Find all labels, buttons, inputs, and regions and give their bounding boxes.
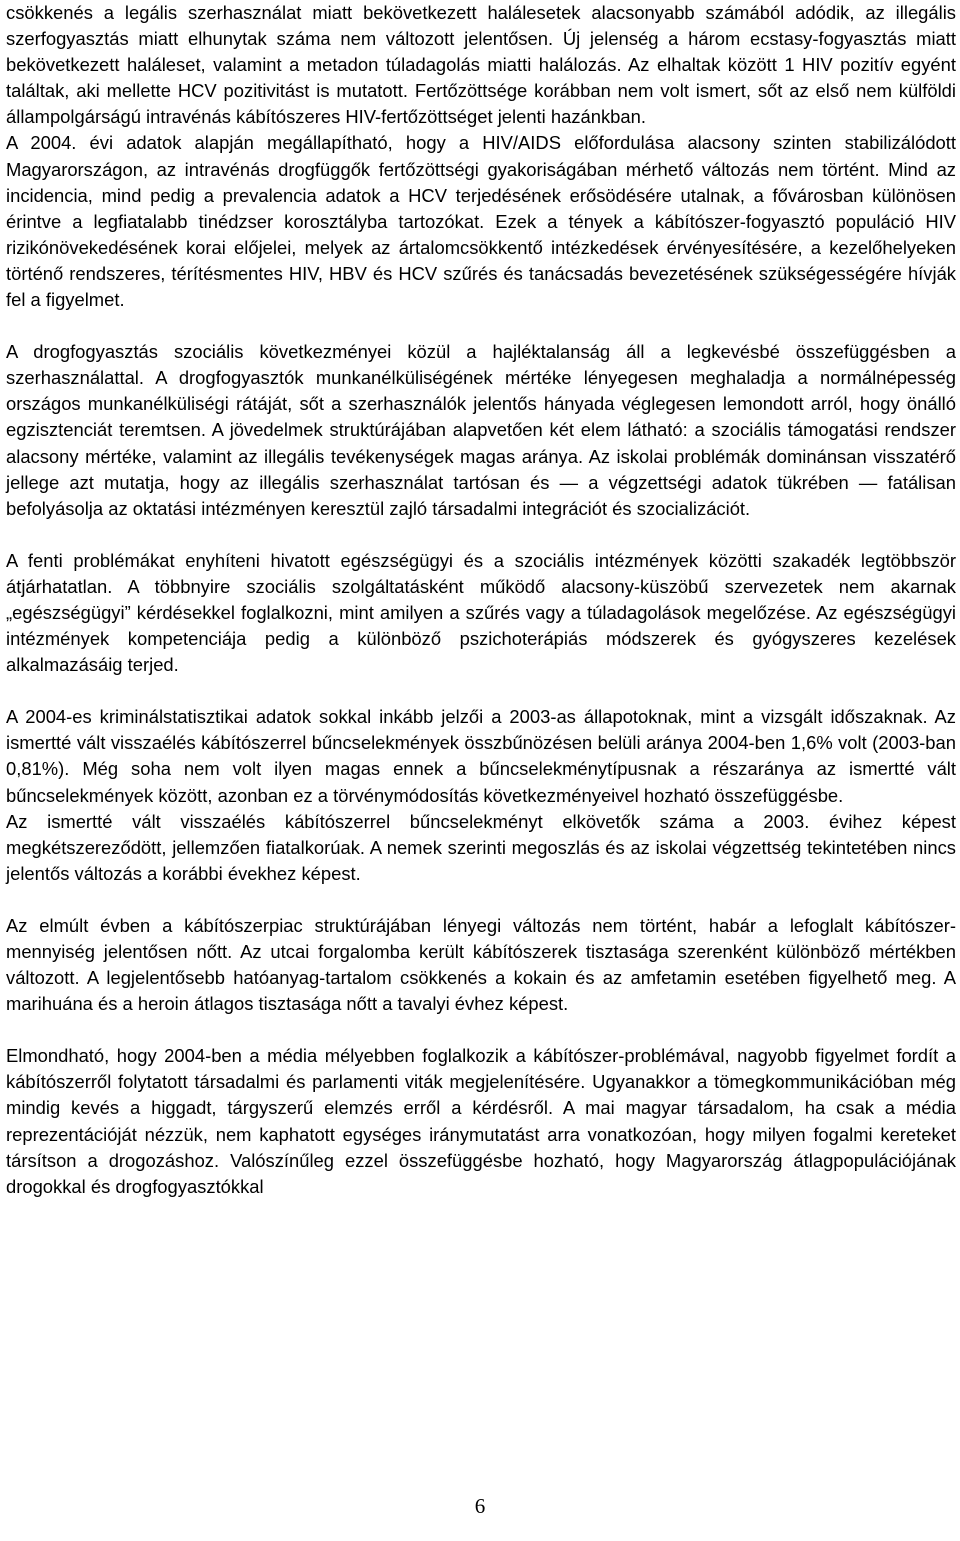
paragraph-offenders: Az ismertté vált visszaélés kábítószerrel bűncselekményt elkövetők száma a 2003. évihez képest megkétszereződött, jellemzően fiatalkorúak. A nemek szerinti megoszlás és az iskolai végzettség tekintetében nincs jelentős változás a korábbi évekhez képest. bbox=[6, 810, 956, 884]
paragraph-mortality-hiv: csökkenés a legális szerhasználat miatt bekövetkezett halálesetek alacsonyabb számából adódik, az illegális szerfogyasztás miatt elhunytak száma nem változott jelentősen. Új jelenség a három ecstasy-fogyasztás miatt bekövetkezett haláleset, valamint a metadon túladagolás miatti halálozás. Az elhaltak között 1 HIV pozitív egyént találtak, aki mellette HCV pozitivitást is mutatott. Fertőzöttsége korábban nem volt ismert, sőt az első nem külföldi állampolgárságú intravénás kábítószeres HIV-fertőzöttséget jelenti hazánkban. bbox=[6, 2, 956, 128]
paragraph-gap bbox=[6, 522, 956, 548]
page-number: 6 bbox=[474, 1494, 486, 1518]
paragraph-gap bbox=[6, 313, 956, 339]
paragraph-gap bbox=[6, 887, 956, 913]
paragraph-social-consequences: A drogfogyasztás szociális következményei közül a hajléktalanság áll a legkevésbé összefüggésben a szerhasználattal. A drogfogyasztók munkanélküliségének mértéke lényegesen meghaladja a normálnépesség országos munkanélküliségi rátáját, sőt a szerhasználók jelentős hányada véglegesen lemondott arról, hogy önálló egzisztenciát teremtsen. A jövedelmek struktúrájában alapvetően két elem látható: a szociális támogatási rendszer alacsony mértéke, valamint az illegális tevékenységek magas aránya. Az iskolai problémák dominánsan visszatérő jellege azt mutatja, hogy az illegális szerhasználat tartósan és — a végzettségi adatok tükrében — fatálisan befolyásolja az oktatási intézményen keresztül zajló társadalmi integrációt és szocializációt. bbox=[6, 341, 956, 519]
paragraph-institutions: A fenti problémákat enyhíteni hivatott egészségügyi és a szociális intézmények közötti szakadék legtöbbször átjárhatatlan. A többnyire szociális szolgáltatásként működő alacsony-küszöbű szervezetek nem akarnak „egészségügyi” kérdésekkel foglalkozni, mint amilyen a szűrés vagy a túladagolások megelőzése. Az egészségügyi intézmények kompetenciája pedig a különböző pszichoterápiás módszerek és gyógyszeres kezelések alkalmazásáig terjed. bbox=[6, 549, 956, 676]
paragraph-gap bbox=[6, 1017, 956, 1043]
paragraph-media: Elmondható, hogy 2004-ben a média mélyebben foglalkozik a kábítószer-problémával, nagyobb figyelmet fordít a kábítószerről folytatott társadalmi és parlamenti viták megjelenítésére. Ugyanakkor a tömegkommunikációban még mindig kevés a higgadt, tárgyszerű elemzés erről a kérdésről. A mai magyar társadalom, ha csak a média reprezentációját nézzük, nem kaphatott egységes iránymutatást arra vonatkozóan, hogy milyen fogalmi kereteket társítson a drogozáshoz. Valószínűleg ezzel összefüggésbe hozható, hogy Magyarország átlagpopulációjának drogokkal és drogfogyasztókkal bbox=[6, 1045, 956, 1197]
page-body bbox=[6, 0, 956, 1200]
paragraph-gap bbox=[6, 678, 956, 704]
paragraph-drug-market: Az elmúlt évben a kábítószerpiac struktúrájában lényegi változás nem történt, habár a lefoglalt kábítószer-mennyiség jelentősen nőtt. Az utcai forgalomba került kábítószerek tisztasága szerenként különböző mértékben változott. A legjelentősebb hatóanyag-tartalom csökkenés a kokain és az amfetamin esetében figyelhető meg. A marihuána és a heroin átlagos tisztasága nőtt a tavalyi évhez képest. bbox=[6, 914, 956, 1015]
paragraph-crime-statistics: A 2004-es kriminálstatisztikai adatok sokkal inkább jelzői a 2003-as állapotoknak, mint a vizsgált időszaknak. Az ismertté vált visszaélés kábítószerrel bűncselekmények összbűnözésen belüli aránya 2004-ben 1,6% volt (2003-ban 0,81%). Még soha nem volt ilyen magas ennek a bűncselekménytípusnak a részaránya az ismertté vált bűncselekmények között, azonban ez a törvénymódosítás következményeivel hozható összefüggésbe. bbox=[6, 706, 956, 806]
paragraph-hiv-aids-2004: A 2004. évi adatok alapján megállapítható, hogy a HIV/AIDS előfordulása alacsony szinten stabilizálódott Magyarországon, az intravénás drogfüggők fertőzöttségi gyakoriságában mérhető változás nem történt. Mind az incidencia, mind pedig a prevalencia adatok a HCV terjedésének erősödésére utalnak, a fővárosban különösen érintve a legfiatalabb tinédzser korosztályba tartozókat. Ezek a tények a kábítószer-fogyasztó populáció HIV rizikónövekedésének korai előjelei, melyek az ártalomcsökkentő intézkedések érvényesítésére, a kezelőhelyeken történő rendszeres, térítésmentes HIV, HBV és HCV szűrés és tanácsadás bevezetésének szükségességére hívják fel a figyelmet. bbox=[6, 132, 956, 311]
